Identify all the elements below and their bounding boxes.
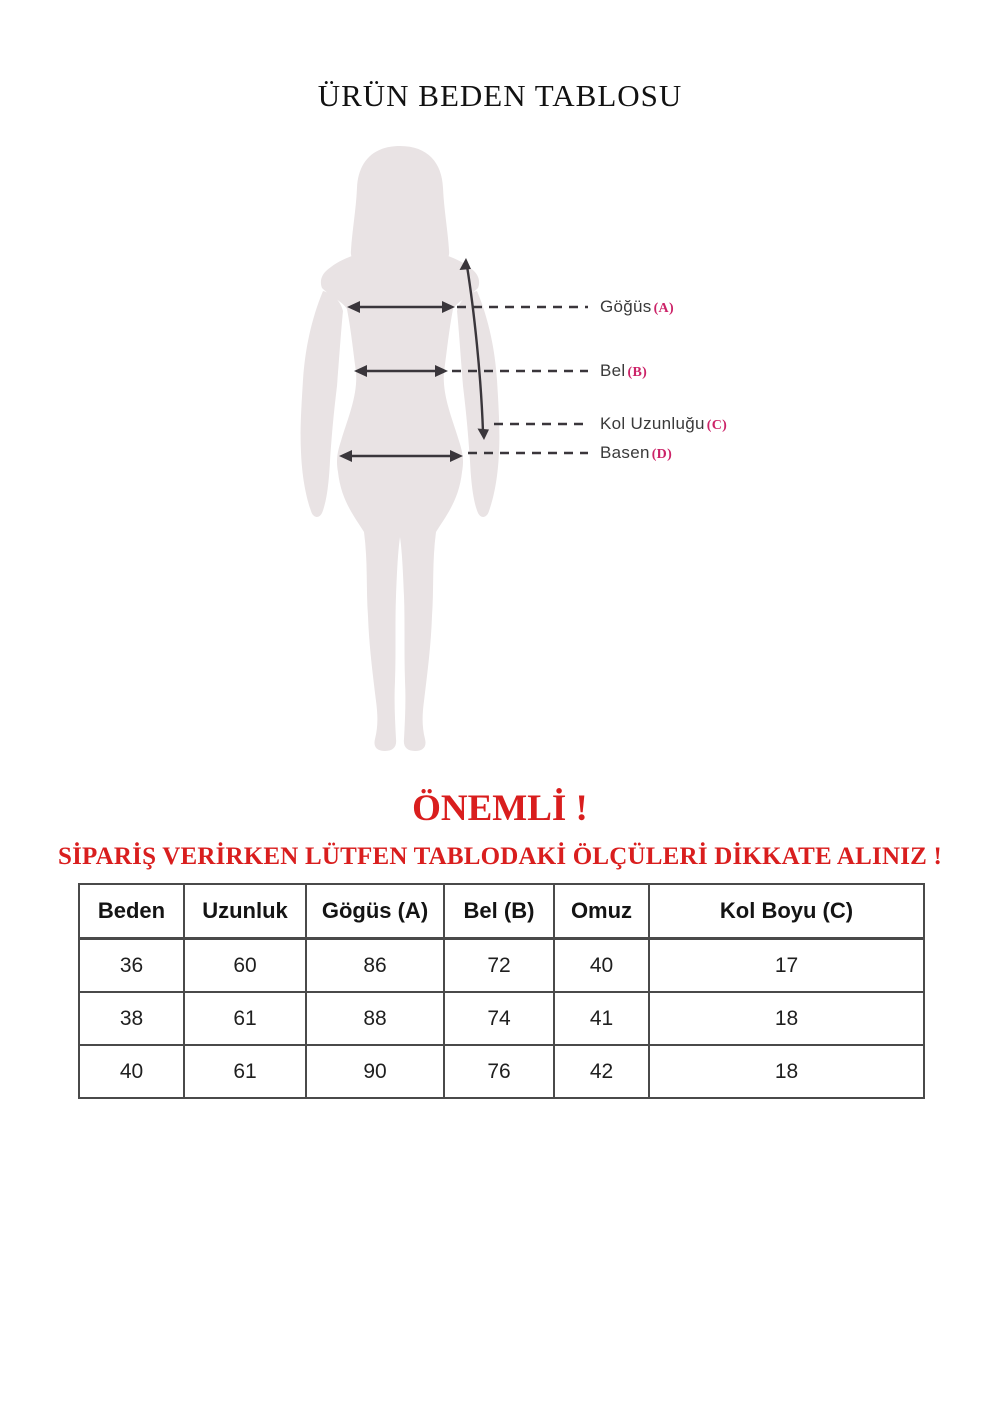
header-kol-boyu: Kol Boyu (C) [649,884,924,939]
measure-label-hip-text: Basen [600,443,650,462]
cell-uzunluk: 61 [184,1045,306,1098]
measure-label-arm-length [600,414,727,434]
header-gogus: Gögüs (A) [306,884,444,939]
measure-label-chest [600,297,674,317]
silhouette-left-arm [301,291,343,517]
cell-bel: 76 [444,1045,554,1098]
cell-bel: 72 [444,939,554,993]
measure-label-waist [600,361,647,381]
female-silhouette [301,146,500,751]
table-row [79,992,924,1045]
cell-gogus: 88 [306,992,444,1045]
silhouette-head-hair [351,146,449,262]
measure-label-hip-code: (D) [651,447,673,462]
header-beden: Beden [79,884,184,939]
silhouette-torso-legs [321,246,479,751]
cell-beden: 40 [79,1045,184,1098]
measure-label-chest-text: Göğüs [600,297,652,316]
measure-label-waist-code: (B) [627,365,648,380]
cell-kol-boyu: 18 [649,992,924,1045]
measure-label-waist-text: Bel [600,361,626,380]
measure-label-arm-length-code: (C) [706,418,728,433]
header-omuz: Omuz [554,884,649,939]
cell-gogus: 90 [306,1045,444,1098]
cell-omuz: 40 [554,939,649,993]
cell-gogus: 86 [306,939,444,993]
measure-label-arm-length-text: Kol Uzunluğu [600,414,705,433]
measure-label-chest-code: (A) [653,301,674,316]
table-row [79,1045,924,1098]
table-row [79,939,924,993]
warning-text: SİPARİŞ VERİRKEN LÜTFEN TABLODAKİ ÖLÇÜLERİ DİKKATE ALINIZ ! [58,843,942,870]
cell-bel: 74 [444,992,554,1045]
header-uzunluk: Uzunluk [184,884,306,939]
cell-kol-boyu: 17 [649,939,924,993]
cell-omuz: 41 [554,992,649,1045]
size-table-header-row [79,884,924,939]
cell-beden: 38 [79,992,184,1045]
important-heading: ÖNEMLİ ! [412,788,588,829]
size-table-head [79,884,924,939]
silhouette-right-arm [457,291,499,517]
header-bel: Bel (B) [444,884,554,939]
size-table [78,883,925,1099]
cell-beden: 36 [79,939,184,993]
size-table-body [79,939,924,1099]
cell-uzunluk: 60 [184,939,306,993]
cell-kol-boyu: 18 [649,1045,924,1098]
measure-label-hip [600,443,672,463]
page-title: ÜRÜN BEDEN TABLOSU [317,78,683,113]
cell-uzunluk: 61 [184,992,306,1045]
cell-omuz: 42 [554,1045,649,1098]
